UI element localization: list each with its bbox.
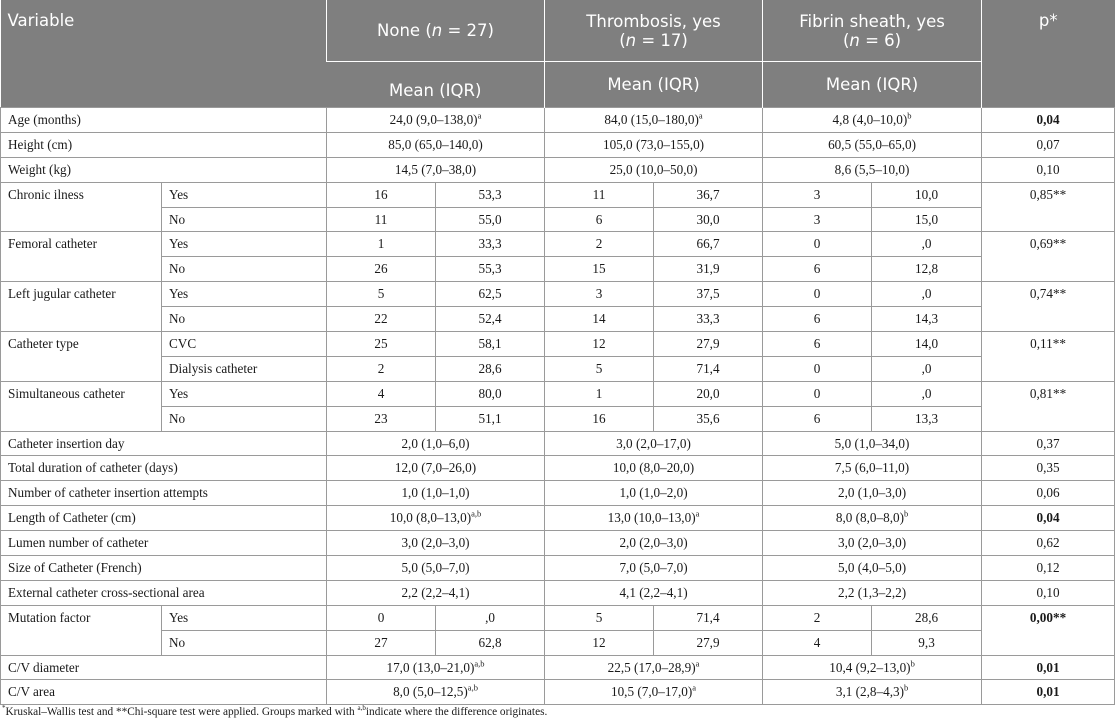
- sub-label: Yes: [162, 182, 327, 207]
- table-row: [1, 132, 1115, 157]
- cell: 27: [327, 630, 436, 655]
- cell: 10,0 (8,0–20,0): [545, 456, 763, 481]
- row-label: C/V diameter: [1, 655, 327, 680]
- cell: 5,0 (5,0–7,0): [327, 556, 545, 581]
- cell: 15: [545, 257, 654, 282]
- cell: 3: [763, 207, 872, 232]
- row-label: Mutation factor: [1, 605, 162, 655]
- sub-label: Yes: [162, 232, 327, 257]
- cell: 2,2 (2,2–4,1): [327, 580, 545, 605]
- header-sub: Mean (IQR): [763, 62, 982, 108]
- table-row: [1, 531, 1115, 556]
- row-label: Femoral catheter: [1, 232, 162, 282]
- cell: 25: [327, 332, 436, 357]
- row-label: Number of catheter insertion attempts: [1, 481, 327, 506]
- cell: 62,5: [436, 282, 545, 307]
- cell: 10,4 $(9,2-13,0)^b$: [763, 655, 982, 680]
- cell: 60,5 (55,0–65,0): [763, 132, 982, 157]
- cell: 2: [763, 605, 872, 630]
- table-row: [1, 182, 1115, 207]
- cell: 36,7: [654, 182, 763, 207]
- cell: 5: [545, 605, 654, 630]
- cell: ,0: [872, 381, 982, 406]
- cell: 10,0: [872, 182, 982, 207]
- cell: 27,9: [654, 332, 763, 357]
- table-row: [1, 108, 1115, 133]
- sub-label: No: [162, 257, 327, 282]
- p-value: 0,10: [982, 580, 1115, 605]
- table-footnote: *Kruskal–Wallis test and **Chi-square test were applied. Groups marked with $^{a,b}$indicate where the difference originates.: [2, 704, 548, 718]
- cell: 6: [763, 257, 872, 282]
- cell: 20,0: [654, 381, 763, 406]
- table-row: [1, 406, 1115, 431]
- cell: 85,0 (65,0–140,0): [327, 132, 545, 157]
- cell: 1: [545, 381, 654, 406]
- sub-label: Yes: [162, 605, 327, 630]
- cell: ,0: [872, 356, 982, 381]
- cell: 35,6: [654, 406, 763, 431]
- cell: 4,1 (2,2–4,1): [545, 580, 763, 605]
- table-row: [1, 456, 1115, 481]
- cell: 3,0 (2,0–3,0): [763, 531, 982, 556]
- row-label: Size of Catheter (French): [1, 556, 327, 581]
- table-row: [1, 506, 1115, 531]
- cell: 8,0 $(8,0-8,0)^b$: [763, 506, 982, 531]
- cell: 4: [763, 630, 872, 655]
- cell: 51,1: [436, 406, 545, 431]
- p-value: 0,10: [982, 157, 1115, 182]
- table-header: [1, 0, 1115, 108]
- cell: 66,7: [654, 232, 763, 257]
- cell: 2: [327, 356, 436, 381]
- header-sub: Mean (IQR): [327, 62, 545, 108]
- cell: 6: [763, 406, 872, 431]
- cell: 31,9: [654, 257, 763, 282]
- cell: ,0: [436, 605, 545, 630]
- cell: 12: [545, 630, 654, 655]
- cell: 12,0 (7,0–26,0): [327, 456, 545, 481]
- row-label: Simultaneous catheter: [1, 381, 162, 431]
- table-row: [1, 207, 1115, 232]
- cell: ,0: [872, 282, 982, 307]
- table-row: [1, 556, 1115, 581]
- header-p-value: p*: [982, 0, 1115, 108]
- cell: 55,0: [436, 207, 545, 232]
- p-value: 0,00**: [982, 605, 1115, 655]
- cell: 11: [545, 182, 654, 207]
- p-value: 0,37: [982, 431, 1115, 456]
- cell: 0: [763, 232, 872, 257]
- cell: 1: [327, 232, 436, 257]
- cell: 10,0 $(8,0-13,0)^{a,b}$: [327, 506, 545, 531]
- cell: 80,0: [436, 381, 545, 406]
- row-label: Lumen number of catheter: [1, 531, 327, 556]
- p-value: 0,04: [982, 506, 1115, 531]
- cell: 105,0 (73,0–155,0): [545, 132, 763, 157]
- cell: 12: [545, 332, 654, 357]
- p-value: 0,69**: [982, 232, 1115, 282]
- cell: 17,0 $(13,0-21,0)^{a,b}$: [327, 655, 545, 680]
- table-row: [1, 605, 1115, 630]
- cell: 0: [327, 605, 436, 630]
- row-label: Catheter insertion day: [1, 431, 327, 456]
- sub-label: No: [162, 307, 327, 332]
- cell: 5,0 (4,0–5,0): [763, 556, 982, 581]
- table-row: [1, 282, 1115, 307]
- table-row: [1, 580, 1115, 605]
- cell: 1,0 (1,0–1,0): [327, 481, 545, 506]
- cell: 14,0: [872, 332, 982, 357]
- cell: 16: [327, 182, 436, 207]
- p-value: 0,35: [982, 456, 1115, 481]
- cell: 71,4: [654, 356, 763, 381]
- cell: 0: [763, 282, 872, 307]
- row-label: Length of Catheter (cm): [1, 506, 327, 531]
- header-variable: Variable: [1, 0, 327, 108]
- cell: 84,0 $(15,0-180,0)^a$: [545, 108, 763, 133]
- cell: 2,2 (1,3–2,2): [763, 580, 982, 605]
- cell: 3,0 (2,0–17,0): [545, 431, 763, 456]
- cell: 4,8 $(4,0-10,0)^b$: [763, 108, 982, 133]
- table-row: [1, 356, 1115, 381]
- sub-label: Dialysis catheter: [162, 356, 327, 381]
- cell: 3: [763, 182, 872, 207]
- cell: 37,5: [654, 282, 763, 307]
- table-row: [1, 655, 1115, 680]
- row-label: Age (months): [1, 108, 327, 133]
- cell: 6: [545, 207, 654, 232]
- sub-label: No: [162, 207, 327, 232]
- row-label: C/V area: [1, 680, 327, 705]
- cell: 26: [327, 257, 436, 282]
- cell: 24,0 $(9,0-138,0)^a$: [327, 108, 545, 133]
- sub-label: No: [162, 630, 327, 655]
- row-label: External catheter cross-sectional area: [1, 580, 327, 605]
- sub-label: Yes: [162, 381, 327, 406]
- table-row: [1, 431, 1115, 456]
- table-row: [1, 332, 1115, 357]
- cell: 22: [327, 307, 436, 332]
- header-group-thrombosis: Thrombosis, yes (n = 17): [545, 0, 763, 62]
- sub-label: No: [162, 406, 327, 431]
- cell: 12,8: [872, 257, 982, 282]
- table-body: [1, 108, 1115, 705]
- table-row: [1, 481, 1115, 506]
- cell: 3: [545, 282, 654, 307]
- cell: 14,3: [872, 307, 982, 332]
- cell: 2,0 (1,0–6,0): [327, 431, 545, 456]
- cell: 53,3: [436, 182, 545, 207]
- cell: 8,0 $(5,0-12,5)^{a,b}$: [327, 680, 545, 705]
- p-value: 0,85**: [982, 182, 1115, 232]
- cell: 23: [327, 406, 436, 431]
- cell: 5,0 (1,0–34,0): [763, 431, 982, 456]
- cell: 5: [545, 356, 654, 381]
- cell: 27,9: [654, 630, 763, 655]
- cell: 71,4: [654, 605, 763, 630]
- table-row: [1, 232, 1115, 257]
- cell: 52,4: [436, 307, 545, 332]
- sub-label: CVC: [162, 332, 327, 357]
- p-value: 0,11**: [982, 332, 1115, 382]
- table-row: [1, 381, 1115, 406]
- cell: 28,6: [436, 356, 545, 381]
- cell: 11: [327, 207, 436, 232]
- header-group-none: None (n = 27): [327, 0, 545, 62]
- p-value: 0,12: [982, 556, 1115, 581]
- cell: 13,3: [872, 406, 982, 431]
- row-label: Chronic ilness: [1, 182, 162, 232]
- row-label: Weight (kg): [1, 157, 327, 182]
- cell: 3,1 $(2,8-4,3)^b$: [763, 680, 982, 705]
- cell: 2,0 (1,0–3,0): [763, 481, 982, 506]
- cell: 2,0 (2,0–3,0): [545, 531, 763, 556]
- p-value: 0,06: [982, 481, 1115, 506]
- p-value: 0,07: [982, 132, 1115, 157]
- table-row: [1, 307, 1115, 332]
- cell: 14,5 (7,0–38,0): [327, 157, 545, 182]
- table-row: [1, 157, 1115, 182]
- cell: 33,3: [654, 307, 763, 332]
- cell: 15,0: [872, 207, 982, 232]
- p-value: 0,01: [982, 655, 1115, 680]
- cell: 3,0 (2,0–3,0): [327, 531, 545, 556]
- cell: 13,0 $(10,0-13,0)^a$: [545, 506, 763, 531]
- p-value: 0,01: [982, 680, 1115, 705]
- cell: 2: [545, 232, 654, 257]
- cell: 8,6 (5,5–10,0): [763, 157, 982, 182]
- sub-label: Yes: [162, 282, 327, 307]
- cell: 0: [763, 381, 872, 406]
- p-value: 0,04: [982, 108, 1115, 133]
- p-value: 0,62: [982, 531, 1115, 556]
- p-value: 0,81**: [982, 381, 1115, 431]
- cell: 6: [763, 332, 872, 357]
- cell: 5: [327, 282, 436, 307]
- header-group-fibrin: Fibrin sheath, yes (n = 6): [763, 0, 982, 62]
- cell: 14: [545, 307, 654, 332]
- row-label: Height (cm): [1, 132, 327, 157]
- cell: 4: [327, 381, 436, 406]
- cell: 33,3: [436, 232, 545, 257]
- cell: 55,3: [436, 257, 545, 282]
- cell: 62,8: [436, 630, 545, 655]
- cell: 0: [763, 356, 872, 381]
- p-value: 0,74**: [982, 282, 1115, 332]
- row-label: Left jugular catheter: [1, 282, 162, 332]
- row-label: Total duration of catheter (days): [1, 456, 327, 481]
- cell: 10,5 $(7,0-17,0)^a$: [545, 680, 763, 705]
- table-row: [1, 680, 1115, 705]
- table-row: [1, 257, 1115, 282]
- header-sub: Mean (IQR): [545, 62, 763, 108]
- row-label: Catheter type: [1, 332, 162, 382]
- cell: 30,0: [654, 207, 763, 232]
- table-row: [1, 630, 1115, 655]
- cell: 22,5 $(17,0-28,9)^a$: [545, 655, 763, 680]
- cell: 1,0 (1,0–2,0): [545, 481, 763, 506]
- cell: 9,3: [872, 630, 982, 655]
- cell: 25,0 (10,0–50,0): [545, 157, 763, 182]
- cell: 58,1: [436, 332, 545, 357]
- cell: ,0: [872, 232, 982, 257]
- cell: 16: [545, 406, 654, 431]
- cell: 28,6: [872, 605, 982, 630]
- cell: 6: [763, 307, 872, 332]
- cell: 7,5 (6,0–11,0): [763, 456, 982, 481]
- cell: 7,0 (5,0–7,0): [545, 556, 763, 581]
